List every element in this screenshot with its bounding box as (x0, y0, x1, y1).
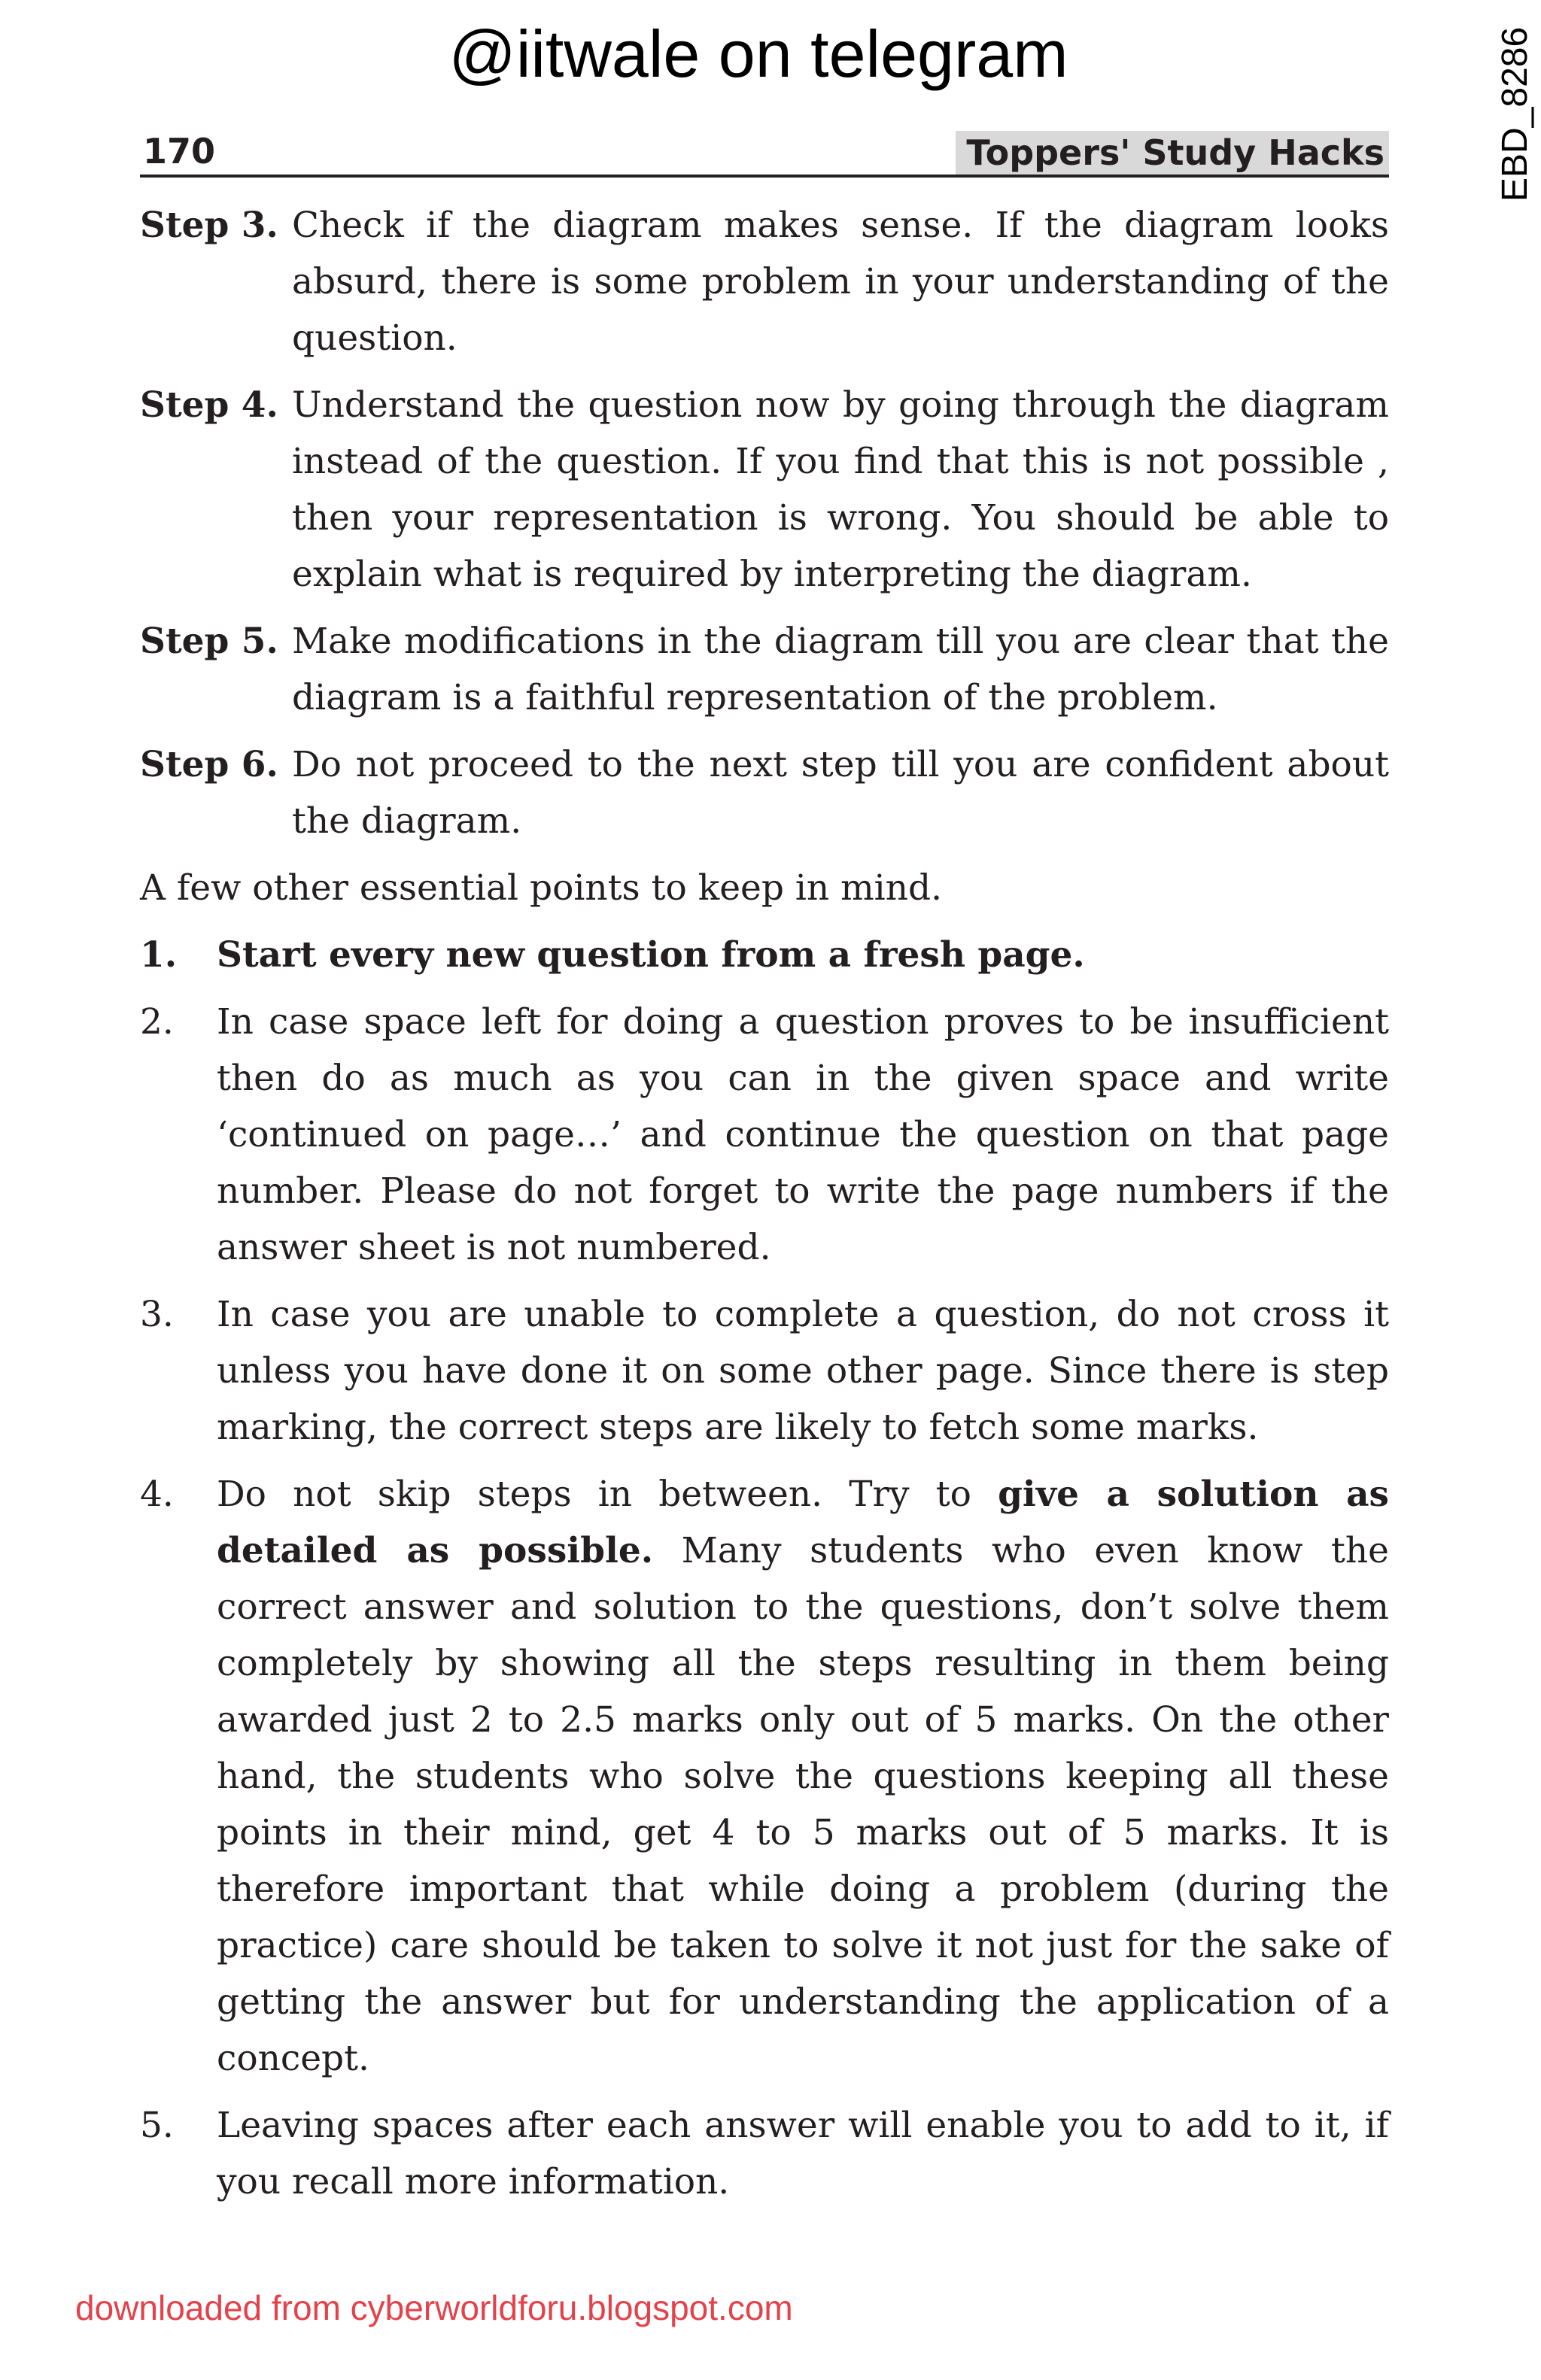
step-text: Understand the question now by going through the diagram instead of the question. If you find that this is not possible , then your representation is wrong. You should be able to explain what is required by interpreting the diagram. (292, 384, 1389, 595)
point-text: In case space left for doing a question proves to be insufficient then do as much as you can in the given space and write ‘continued on page…’ and continue the question on that page number. Please do not forget to write the page numbers if the answer sheet is not numbered. (217, 1001, 1389, 1268)
step-text: Check if the diagram makes sense. If the diagram looks absurd, there is some problem in your understanding of the question. (292, 205, 1389, 359)
step-3 (140, 197, 1389, 366)
point-text-emphasis: give a solution as detailed as possible. (217, 1474, 1389, 1571)
point-number: 2. (140, 1001, 174, 1043)
step-text: Do not proceed to the next step till you are confident about the diagram. (292, 744, 1389, 842)
step-label: Step 6. (140, 744, 278, 785)
point-text: Leaving spaces after each answer will enable you to add to it, if you recall more information. (217, 2105, 1389, 2202)
point-number: 3. (140, 1294, 174, 1335)
point-text-end: Many students who even know the correct answer and solution to the questions, don’t solve them completely by showing all the steps resulting in them being awarded just 2 to 2.5 marks only out of 5 marks. On the other hand, the students who solve the questions keeping all these points in their mind, get 4 to 5 marks out of 5 marks. It is therefore important that while doing a problem (during the practice) care should be taken to solve it not just for the sake of getting the answer but for understanding the application of a concept. (217, 1530, 1389, 2079)
download-watermark: downloaded from cyberworldforu.blogspot.com (75, 2288, 793, 2327)
page-header (140, 128, 1389, 178)
points-intro: A few other essential points to keep in mind. (140, 867, 943, 909)
page-number: 170 (143, 131, 216, 172)
point-text: Start every new question from a fresh page. (217, 934, 1085, 976)
point-text: In case you are unable to complete a question, do not cross it unless you have done it on some other page. Since there is step marking, the correct steps are likely to fetch some marks. (217, 1294, 1389, 1448)
point-3 (140, 1286, 1389, 1456)
point-4 (140, 1466, 1389, 2087)
point-number: 4. (140, 1474, 174, 1515)
point-5 (140, 2097, 1389, 2210)
point-1 (140, 927, 1389, 983)
point-text-start: Do not skip steps in between. Try to (217, 1474, 998, 1515)
step-5 (140, 613, 1389, 726)
step-6 (140, 736, 1389, 849)
step-4 (140, 377, 1389, 603)
point-text (217, 1466, 1389, 2087)
point-number: 1. (140, 934, 178, 976)
step-text: Make modifications in the diagram till you are clear that the diagram is a faithful representation of the problem. (292, 621, 1389, 718)
telegram-watermark: @iitwale on telegram (448, 17, 1068, 91)
point-number: 5. (140, 2105, 174, 2146)
step-label: Step 5. (140, 621, 278, 662)
page-content (140, 197, 1389, 2221)
book-code: EBD_8286 (1495, 26, 1535, 202)
book-title: Toppers' Study Hacks (956, 131, 1389, 175)
step-label: Step 3. (140, 205, 278, 246)
point-2 (140, 994, 1389, 1276)
step-label: Step 4. (140, 384, 278, 426)
